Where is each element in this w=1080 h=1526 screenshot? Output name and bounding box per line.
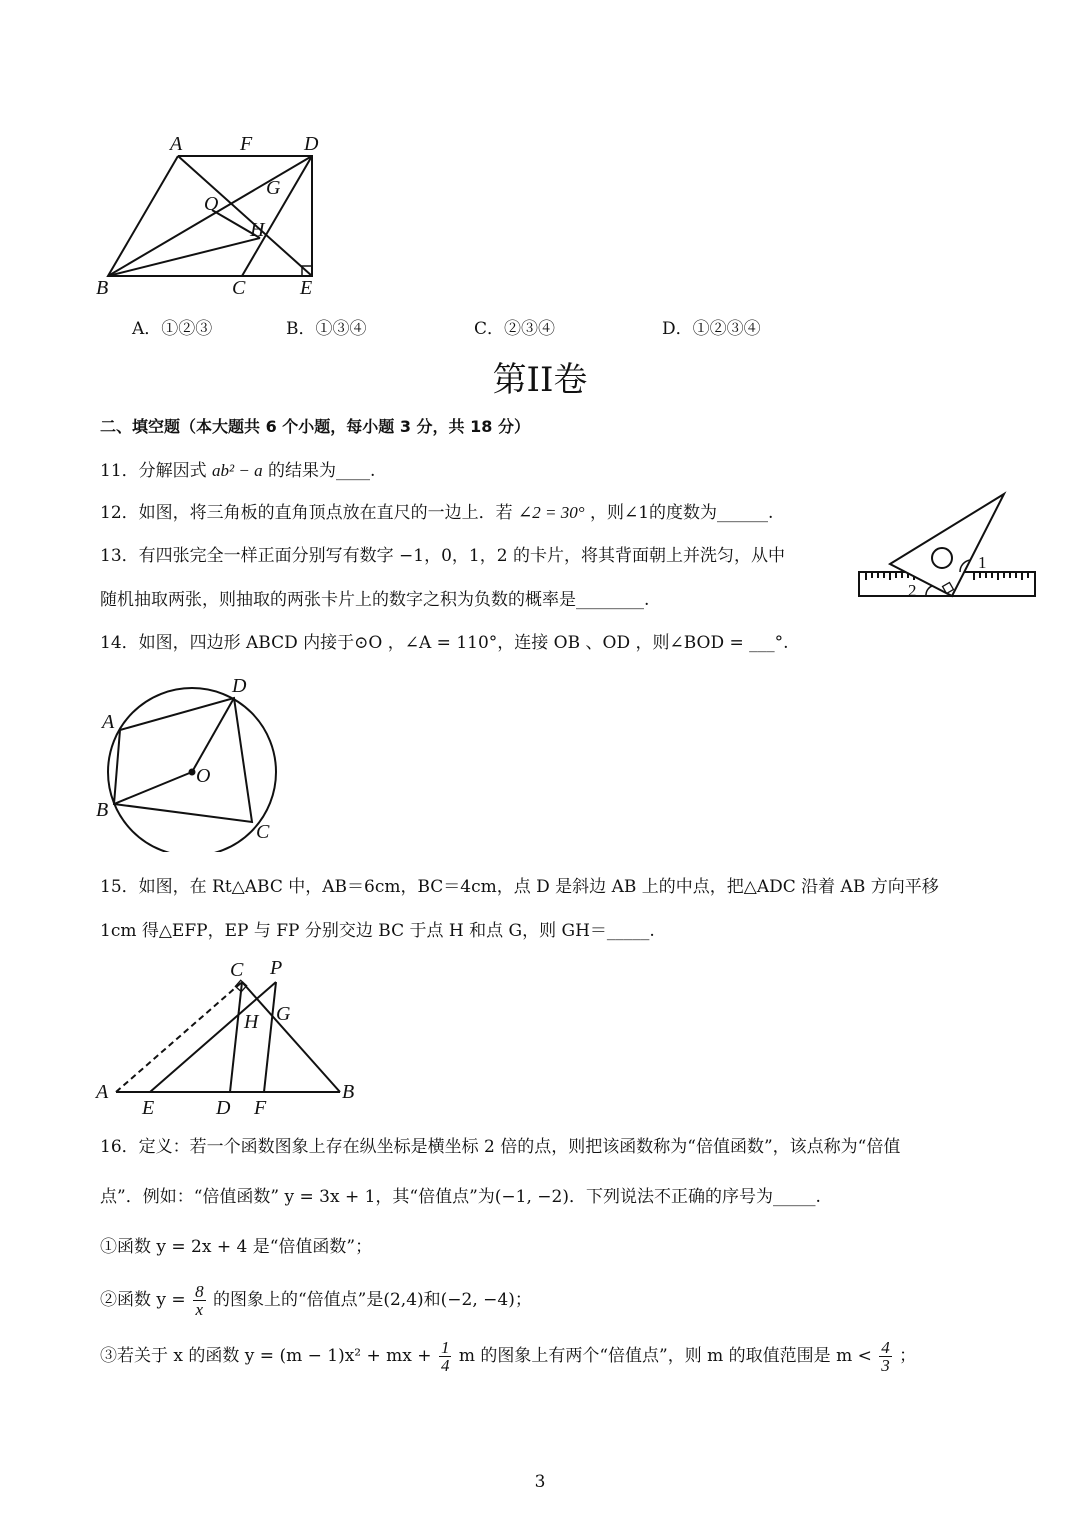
figure-15-triangle	[92, 952, 372, 1122]
s3-den2: 3	[881, 1356, 890, 1375]
question-16-line-2: 点”．例如：“倍值函数” y = 3x + 1，其“倍值点”为(−1, −2)．下列说法不正确的序号为_____.	[100, 1187, 821, 1207]
label-angle-2: 2	[908, 581, 917, 600]
q12-math: ∠2 = 30°	[518, 503, 585, 522]
label-D: D	[232, 675, 247, 697]
figure-12-ruler-set-square	[856, 488, 1040, 604]
question-12	[100, 500, 773, 526]
label-H: H	[244, 1011, 259, 1033]
statement-3	[100, 1336, 916, 1376]
label-F: F	[240, 133, 253, 155]
page-number: 3	[534, 1472, 546, 1492]
s2-pre: ②函数 y =	[100, 1290, 186, 1310]
option-b: B．①③④	[286, 319, 367, 339]
label-E: E	[142, 1097, 155, 1119]
label-H: H	[250, 219, 265, 241]
label-O: O	[204, 193, 219, 215]
s3-den: 4	[440, 1356, 450, 1375]
s3-num: 1	[440, 1338, 450, 1357]
label-O: O	[196, 765, 211, 787]
question-13-line-2: 随机抽取两张，则抽取的两张卡片上的数字之积为负数的概率是________.	[100, 590, 650, 610]
label-A: A	[102, 711, 115, 733]
section-heading: 二、填空题（本大题共 6 个小题，每小题 3 分，共 18 分）	[100, 417, 530, 436]
question-15-line-2: 1cm 得△EFP，EP 与 FP 分别交边 BC 于点 H 和点 G，则 GH＝_____.	[100, 921, 655, 941]
label-B: B	[342, 1081, 355, 1103]
label-D: D	[216, 1097, 231, 1119]
option-c: C．②③④	[474, 319, 556, 339]
s2-fraction	[193, 1283, 206, 1318]
label-B: B	[96, 799, 109, 821]
label-C: C	[232, 277, 246, 299]
label-G: G	[276, 1003, 291, 1025]
q11-pre: 11．分解因式	[100, 461, 207, 481]
option-a: A．①②③	[132, 319, 213, 339]
q12-post: ，则∠1的度数为______.	[589, 503, 774, 523]
s2-den: x	[195, 1300, 204, 1319]
s3-num2: 4	[881, 1338, 890, 1357]
label-C: C	[256, 821, 270, 843]
q11-math: ab² − a	[212, 461, 263, 480]
label-G: G	[266, 177, 281, 199]
statement-1: ①函数 y = 2x + 4 是“倍值函数”；	[100, 1237, 373, 1257]
label-P: P	[270, 957, 283, 979]
question-15-line-1: 15．如图，在 Rt△ABC 中，AB＝6cm，BC＝4cm，点 D 是斜边 AB 上的中点，把△ADC 沿着 AB 方向平移	[100, 877, 939, 897]
label-angle-1: 1	[978, 553, 987, 572]
s2-num: 8	[195, 1282, 204, 1301]
s3-pre: ③若关于 x 的函数 y = (m − 1)x² + mx +	[100, 1346, 432, 1366]
label-E: E	[300, 277, 313, 299]
figure-1-parallelogram	[90, 130, 330, 300]
figure-1-lines	[108, 156, 312, 276]
option-d: D．①②③④	[662, 319, 761, 339]
s3-fraction-1	[439, 1339, 452, 1374]
section-title: 第II卷	[492, 360, 588, 400]
figure-14-circle	[92, 672, 292, 852]
question-14: 14．如图，四边形 ABCD 内接于⊙O ，∠A = 110°，连接 OB 、OD ，则∠BOD = ___°.	[100, 633, 789, 653]
label-A: A	[170, 133, 183, 155]
s3-mid: m 的图象上有两个“倍值点”，则 m 的取值范围是 m <	[458, 1346, 872, 1366]
question-13-line-1: 13．有四张完全一样正面分别写有数字 −1，0，1，2 的卡片，将其背面朝上并洗匀，从中	[100, 546, 785, 566]
statement-2	[100, 1280, 532, 1320]
s3-fraction-2	[879, 1339, 892, 1374]
s2-post: 的图象上的“倍值点”是(2,4)和(−2, −4)；	[212, 1290, 532, 1310]
q11-post: 的结果为____.	[268, 461, 376, 481]
q12-pre: 12．如图，将三角板的直角顶点放在直尺的一边上．若	[100, 503, 513, 523]
label-B: B	[96, 277, 109, 299]
label-F: F	[254, 1097, 267, 1119]
question-16-line-1: 16．定义：若一个函数图象上存在纵坐标是横坐标 2 倍的点，则把该函数称为“倍值函数”，该点称为“倍值	[100, 1137, 901, 1157]
question-11	[100, 458, 375, 484]
label-A: A	[96, 1081, 109, 1103]
s3-post: ；	[899, 1346, 917, 1366]
label-D: D	[304, 133, 319, 155]
label-C: C	[230, 959, 244, 981]
